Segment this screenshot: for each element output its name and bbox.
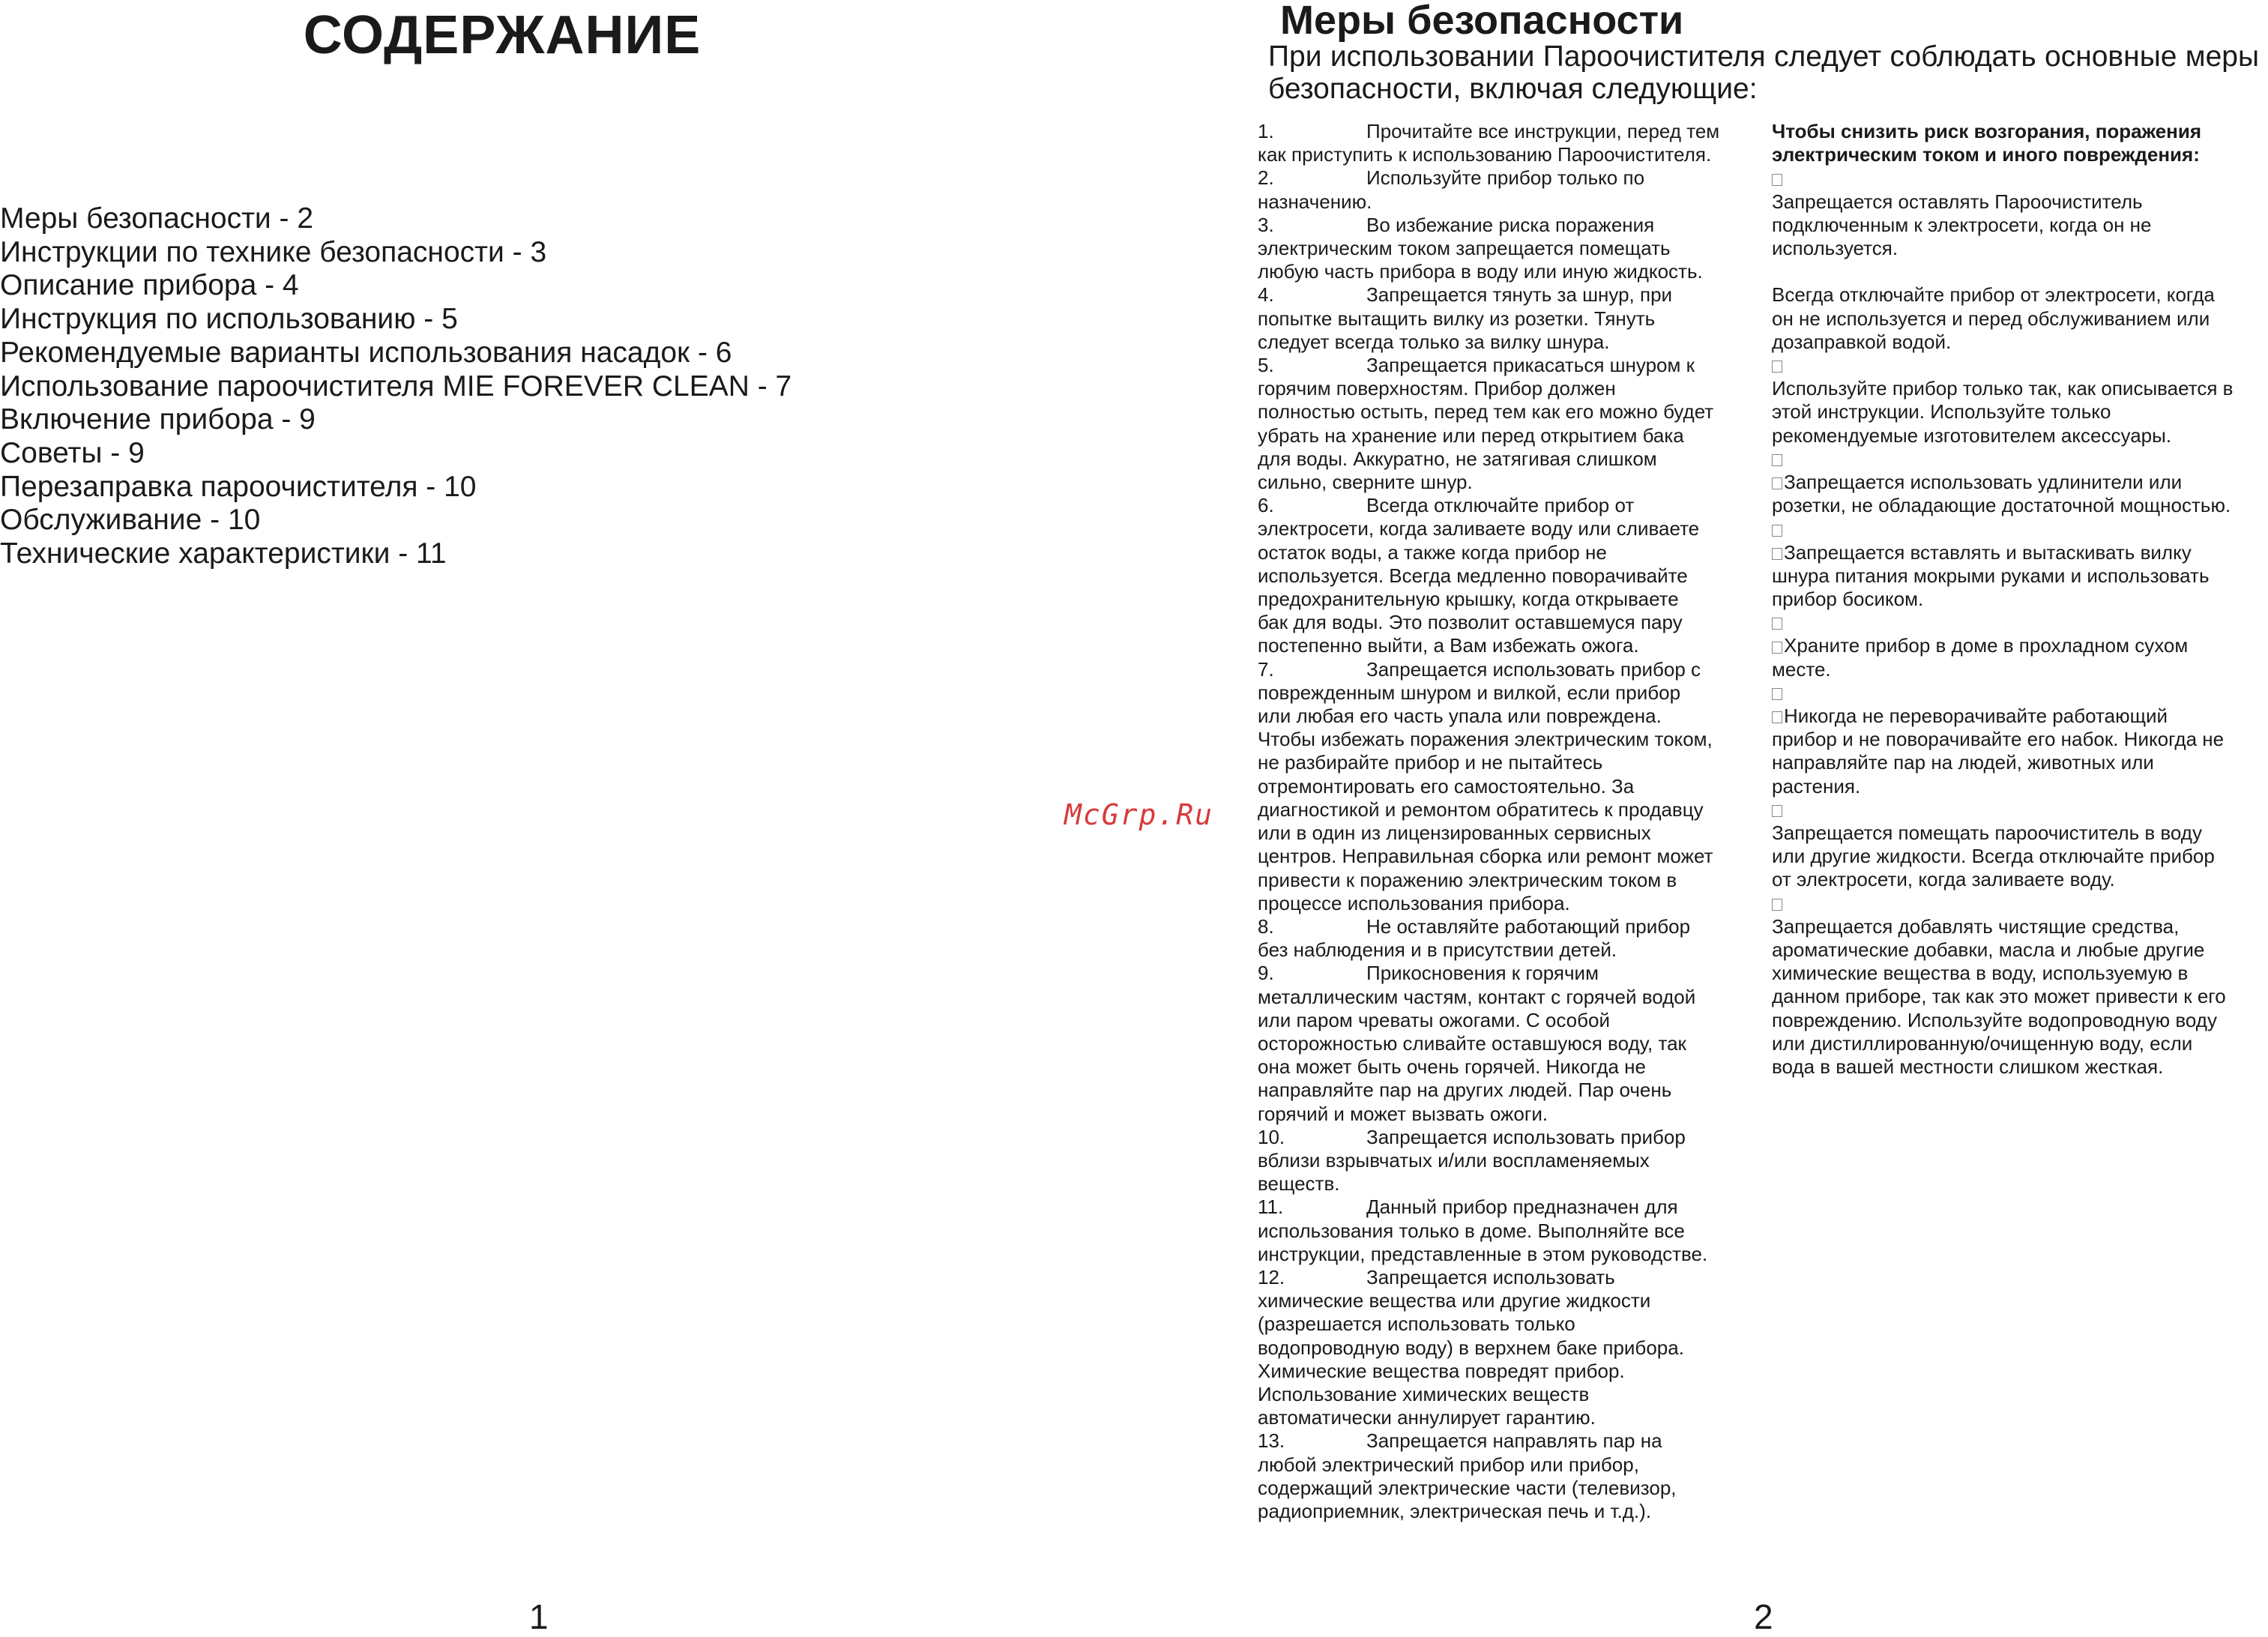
safety-item-line: сильно, сверните шнур. <box>1258 471 1473 494</box>
safety-item-line: процессе использования прибора. <box>1258 891 1570 914</box>
safety-item-line: бак для воды. Это позволит оставшемуся пару <box>1258 611 1683 634</box>
checkbox-bullet-icon <box>1772 642 1782 654</box>
fire-safety-line: он не используется и перед обслуживанием или <box>1772 307 2210 330</box>
fire-safety-line: этой инструкции. Используйте только <box>1772 400 2111 423</box>
safety-item <box>1258 1429 1767 1523</box>
safety-item-line: или любая его часть упала или повреждена. <box>1258 705 1662 728</box>
safety-item-line: остаток воды, а также когда прибор не <box>1258 540 1607 564</box>
checkbox-bullet-icon <box>1772 805 1782 817</box>
fire-safety-line: ароматические добавки, масла и любые другие <box>1772 938 2205 961</box>
checkbox-bullet-icon <box>1772 711 1782 723</box>
fire-safety-line: розетки, не обладающие достаточной мощностью. <box>1772 494 2231 517</box>
safety-item-line: для воды. Аккуратно, не затягивая слишком <box>1258 447 1657 470</box>
safety-item <box>1258 915 1767 962</box>
safety-item-line: металлическим частям, контакт с горячей водой <box>1258 985 1696 1008</box>
checkbox-bullet-icon <box>1772 525 1782 537</box>
fire-safety-line: прибор босиком. <box>1772 587 1924 610</box>
safety-item-line: Во избежание риска поражения <box>1366 213 1655 236</box>
safety-item <box>1258 1266 1767 1429</box>
safety-item-line: попытке вытащить вилку из розетки. Тянуть <box>1258 307 1656 330</box>
safety-item-number: 11. <box>1258 1196 1284 1219</box>
safety-item <box>1258 354 1767 494</box>
toc-title: СОДЕРЖАНИЕ <box>303 5 702 65</box>
safety-item <box>1258 1196 1767 1266</box>
safety-title: Меры безопасности <box>1280 0 1684 43</box>
safety-item-line: Запрещается направлять пар на <box>1366 1429 1662 1453</box>
fire-safety-line: используется. <box>1772 237 1898 259</box>
safety-item-number: 5. <box>1258 354 1274 377</box>
safety-item-line: автоматически аннулирует гарантию. <box>1258 1406 1596 1429</box>
safety-item-line: или в один из лицензированных сервисных <box>1258 821 1651 845</box>
safety-item <box>1258 494 1767 657</box>
fire-safety-line: Запрещается помещать пароочиститель в воду <box>1772 821 2202 844</box>
fire-safety-line: вода в вашей местности слишком жесткая. <box>1772 1055 2164 1078</box>
safety-item-line: назначению. <box>1258 190 1372 213</box>
safety-item-line: Запрещается использовать <box>1366 1265 1615 1288</box>
toc-item: Инструкции по технике безопасности - 3 <box>0 235 547 268</box>
safety-item-line: без наблюдения и в присутствии детей. <box>1258 938 1617 962</box>
safety-item-line: Прочитайте все инструкции, перед тем <box>1366 120 1720 142</box>
fire-safety-column <box>1772 120 2267 1079</box>
toc-item: Перезаправка пароочистителя - 10 <box>0 470 477 503</box>
safety-item-line: Данный прибор предназначен для <box>1366 1196 1678 1219</box>
safety-item-line: следует всегда только за вилку шнура. <box>1258 330 1610 353</box>
toc-item: Меры безопасности - 2 <box>0 202 314 235</box>
safety-item-line: Запрещается тянуть за шнур, при <box>1366 283 1673 307</box>
fire-safety-heading-line: Чтобы снизить риск возгорания, поражения <box>1772 120 2202 142</box>
checkbox-bullet-icon <box>1772 477 1782 489</box>
safety-item <box>1258 658 1767 915</box>
toc-item: Рекомендуемые варианты использования насадок - 6 <box>0 336 732 369</box>
checkbox-bullet-icon <box>1772 454 1782 466</box>
toc-item: Обслуживание - 10 <box>0 504 261 537</box>
safety-item-line: Запрещается использовать прибор с <box>1366 657 1701 681</box>
checkbox-bullet-icon <box>1772 548 1782 560</box>
toc-item: Инструкция по использованию - 5 <box>0 303 458 336</box>
fire-safety-line: Запрещается оставлять Пароочиститель <box>1772 190 2143 213</box>
safety-item-number: 12. <box>1258 1265 1285 1288</box>
safety-item-line: убрать на хранение или перед открытием бака <box>1258 423 1684 447</box>
toc-item: Использование пароочистителя MIE FOREVER CLEAN - 7 <box>0 370 792 403</box>
fire-safety-heading-line: электрическим током и иного повреждения: <box>1772 143 2200 166</box>
safety-item-line: не разбирайте прибор и не пытайтесь <box>1258 751 1603 774</box>
checkbox-bullet-icon <box>1772 174 1782 186</box>
safety-item-number: 9. <box>1258 962 1274 985</box>
fire-safety-line: месте. <box>1772 657 1831 681</box>
safety-item-number: 6. <box>1258 494 1274 517</box>
safety-item-line: привести к поражению электрическим током в <box>1258 868 1677 891</box>
fire-safety-line: данном приборе, так как это может привести к его <box>1772 985 2226 1008</box>
safety-item-line: Запрещается использовать прибор <box>1366 1125 1686 1148</box>
page-number-right: 2 <box>1754 1597 1773 1636</box>
fire-safety-line: Запрещается вставлять и вытаскивать вилку <box>1784 540 2192 564</box>
safety-item-line: диагностикой и ремонтом обратитесь к продавцу <box>1258 798 1704 821</box>
fire-safety-line: подключенным к электросети, когда он не <box>1772 213 2152 236</box>
safety-item-line: любую часть прибора в воду или иную жидкость. <box>1258 260 1703 283</box>
checkbox-bullet-icon <box>1772 618 1782 630</box>
safety-item-line: содержащий электрические части (телевизор, <box>1258 1476 1677 1499</box>
safety-item-line: вблизи взрывчатых и/или воспламеняемых <box>1258 1148 1650 1172</box>
checkbox-bullet-icon <box>1772 688 1782 700</box>
fire-safety-line: дозаправкой водой. <box>1772 330 1952 353</box>
safety-item-line: горячим поверхностям. Прибор должен <box>1258 377 1616 400</box>
safety-intro: При использовании Пароочистителя следует соблюдать основные меры безопасности, включая следующие: <box>1268 40 2259 105</box>
safety-item-line: поврежденным шнуром и вилкой, если прибор <box>1258 681 1681 704</box>
fire-safety-line: Используйте прибор только так, как описывается в <box>1772 377 2234 400</box>
fire-safety-line: направляйте пар на людей, животных или <box>1772 751 2154 774</box>
safety-item-number: 2. <box>1258 166 1274 190</box>
safety-item-line: полностью остыть, перед тем как его можно будет <box>1258 400 1714 423</box>
fire-safety-line: или другие жидкости. Всегда отключайте прибор <box>1772 845 2215 868</box>
safety-item-line: химические вещества или другие жидкости <box>1258 1289 1651 1312</box>
fire-safety-line: растения. <box>1772 774 1861 798</box>
safety-item-number: 13. <box>1258 1429 1285 1453</box>
safety-item-line: Прикосновения к горячим <box>1366 962 1599 985</box>
safety-item-line: Использование химических веществ <box>1258 1382 1590 1405</box>
safety-item-number: 7. <box>1258 657 1274 681</box>
checkbox-bullet-icon <box>1772 899 1782 911</box>
fire-safety-line: Храните прибор в доме в прохладном сухом <box>1784 634 2189 657</box>
table-of-contents <box>0 202 791 571</box>
left-page <box>0 0 1079 1633</box>
safety-item-line: электрическим током запрещается помещать <box>1258 237 1671 260</box>
safety-item <box>1258 1126 1767 1196</box>
safety-item-line: Химические вещества повредят прибор. <box>1258 1359 1625 1382</box>
safety-item-line: горячий и может вызвать ожоги. <box>1258 1102 1548 1125</box>
safety-item-line: она может быть очень горячей. Никогда не <box>1258 1055 1646 1079</box>
safety-item-line: Чтобы избежать поражения электрическим током, <box>1258 728 1713 751</box>
safety-item-line: (разрешается использовать только <box>1258 1312 1575 1336</box>
toc-item: Советы - 9 <box>0 436 145 469</box>
safety-item-number: 10. <box>1258 1125 1285 1148</box>
safety-item <box>1258 214 1767 284</box>
safety-item-line: или паром чреваты ожогами. С особой <box>1258 1008 1611 1031</box>
fire-safety-line: повреждению. Используйте водопроводную воду <box>1772 1008 2217 1031</box>
safety-item-number: 1. <box>1258 120 1274 142</box>
safety-item-line: Не оставляйте работающий прибор <box>1366 914 1691 938</box>
safety-item-line: предохранительную крышку, когда открываете <box>1258 588 1679 611</box>
fire-safety-line: или дистиллированную/очищенную воду, если <box>1772 1031 2193 1055</box>
fire-safety-line: Никогда не переворачивайте работающий <box>1784 704 2168 727</box>
page-number-left: 1 <box>529 1597 549 1636</box>
safety-item-line: электросети, когда заливаете воду или сливаете <box>1258 517 1700 540</box>
fire-safety-line: Запрещается использовать удлинители или <box>1784 470 2183 493</box>
fire-safety-line: шнура питания мокрыми руками и использовать <box>1772 564 2210 587</box>
safety-item-line: направляйте пар на других людей. Пар очень <box>1258 1079 1672 1102</box>
safety-item-line: отремонтировать его самостоятельно. За <box>1258 774 1635 798</box>
safety-item-line: как приступить к использованию Пароочистителя. <box>1258 143 1712 166</box>
toc-item: Технические характеристики - 11 <box>0 537 447 570</box>
safety-item-line: Запрещается прикасаться шнуром к <box>1366 354 1695 377</box>
safety-item-line: Используйте прибор только по <box>1366 166 1645 190</box>
safety-item-line: Всегда отключайте прибор от <box>1366 494 1635 517</box>
safety-item <box>1258 283 1767 354</box>
fire-safety-line: рекомендуемые изготовителем аксессуары. <box>1772 423 2172 447</box>
checkbox-bullet-icon <box>1772 361 1782 373</box>
safety-item <box>1258 962 1767 1125</box>
safety-item-line: водопроводную воду) в верхнем баке прибора. <box>1258 1336 1684 1359</box>
safety-numbered-list <box>1258 120 1767 1523</box>
safety-item-number: 8. <box>1258 914 1274 938</box>
safety-item-line: любой электрический прибор или прибор, <box>1258 1453 1639 1476</box>
safety-item-line: инструкции, представленные в этом руководстве. <box>1258 1242 1708 1265</box>
safety-item-line: радиоприемник, электрическая печь и т.д.). <box>1258 1499 1652 1522</box>
toc-item: Описание прибора - 4 <box>0 269 299 302</box>
safety-item <box>1258 166 1767 213</box>
safety-item-line: веществ. <box>1258 1172 1340 1196</box>
safety-item-number: 4. <box>1258 283 1274 307</box>
watermark: McGrp.Ru <box>1064 798 1214 831</box>
fire-safety-line: Всегда отключайте прибор от электросети, когда <box>1772 283 2215 307</box>
fire-safety-line: прибор и не поворачивайте его набок. Никогда не <box>1772 728 2225 751</box>
safety-item-line: используется. Всегда медленно поворачивайте <box>1258 564 1688 587</box>
safety-item-line: использования только в доме. Выполняйте все <box>1258 1219 1685 1242</box>
safety-item <box>1258 120 1767 166</box>
safety-item-line: центров. Неправильная сборка или ремонт может <box>1258 845 1713 868</box>
toc-item: Включение прибора - 9 <box>0 403 316 436</box>
fire-safety-line: Запрещается добавлять чистящие средства, <box>1772 914 2180 938</box>
safety-item-number: 3. <box>1258 213 1274 236</box>
fire-safety-line: химические вещества в воду, используемую в <box>1772 962 2189 985</box>
safety-item-line: осторожностью сливайте оставшуюся воду, так <box>1258 1031 1686 1055</box>
fire-safety-line: от электросети, когда заливаете воду. <box>1772 868 2115 891</box>
safety-item-line: постепенно выйти, а Вам избежать ожога. <box>1258 634 1639 657</box>
